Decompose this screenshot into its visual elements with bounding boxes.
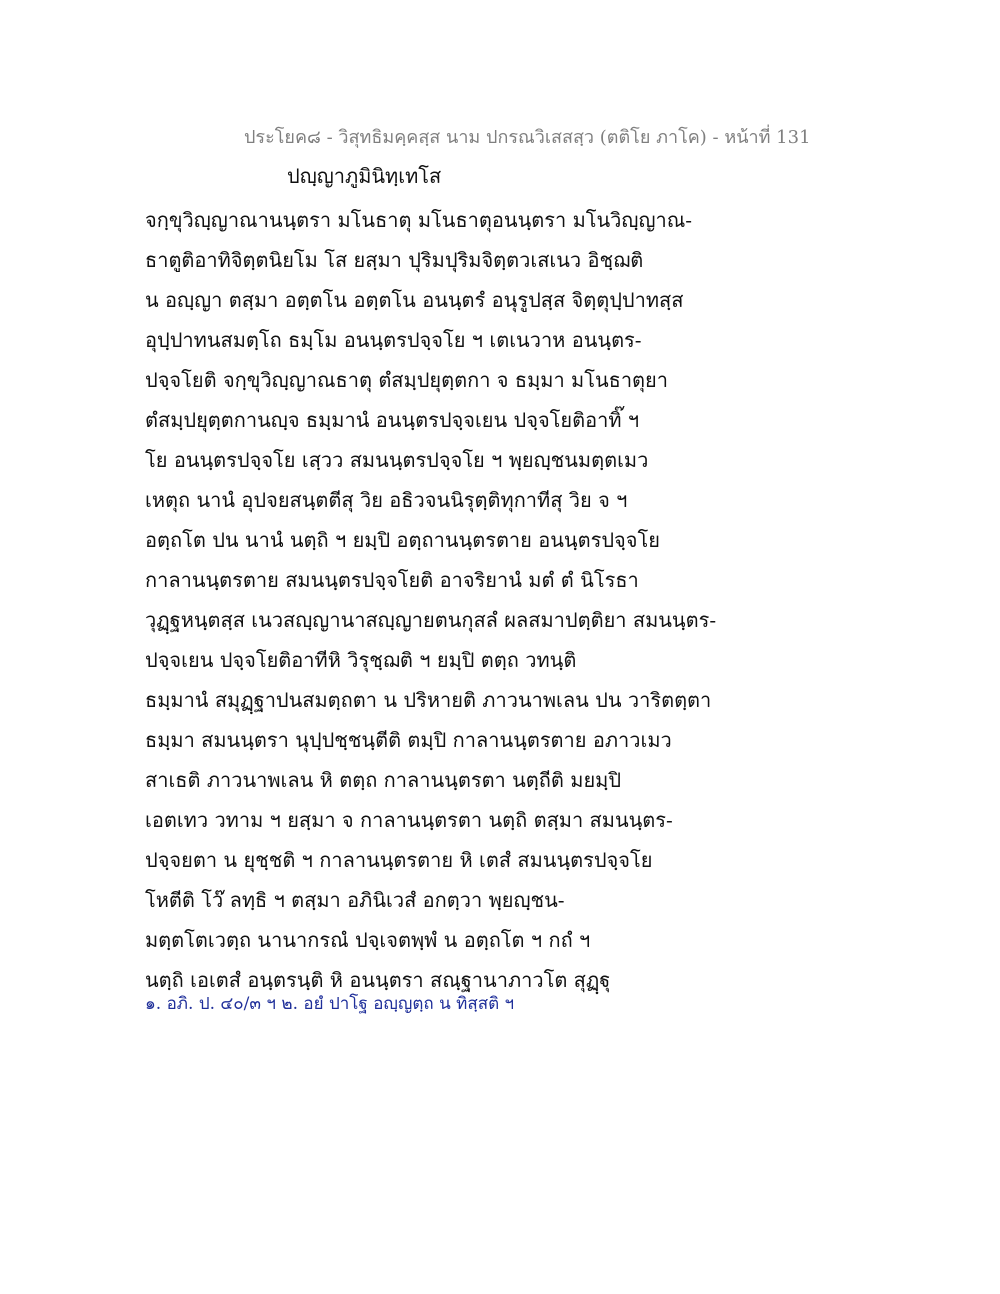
text-line: ปจฺจเยน ปจฺจโยติอาทีหิ วิรุชฺฌติ ฯ ยมฺปิ ตตฺถ วทนฺติ (145, 648, 577, 672)
text-line: โย อนนฺตรปจฺจโย เสฺวว สมนนฺตรปจฺจโย ฯ พฺยญฺชนมตฺตเมว (145, 448, 649, 472)
text-line: อตฺถโต ปน นานํ นตฺถิ ฯ ยมฺปิ อตฺถานนฺตรตาย อนนฺตรปจฺจโย (145, 528, 660, 552)
section-title: ปญฺญาภูมินิทฺเทโส (287, 164, 442, 188)
text-line: วุฏฺฐหนฺตสฺส เนวสญฺญานาสญฺญายตนกุสลํ ผลสมาปตฺติยา สมนนฺตร- (145, 608, 717, 632)
text-line: ปจฺจยตา น ยุชฺชติ ฯ กาลานนฺตรตาย หิ เตสํ สมนนฺตรปจฺจโย (145, 848, 653, 872)
text-line: ปจฺจโยติ จกฺขุวิญฺญาณธาตุ ตํสมฺปยุตฺตกา จ ธมฺมา มโนธาตุยา (145, 368, 668, 392)
text-line: น อญฺญา ตสฺมา อตฺตโน อตฺตโน อนนฺตรํ อนุรูปสฺส จิตฺตุปฺปาทสฺส (145, 288, 684, 312)
text-line: ธมฺมานํ สมุฏฺฐาปนสมตฺถตา น ปริหายติ ภาวนาพเลน ปน วาริตตฺตา (145, 688, 712, 712)
body-text (145, 200, 865, 1000)
text-line: โหตีติ โว๊ ลทฺธิ ฯ ตสฺมา อภินิเวสํ อกตฺวา พฺยญฺชน- (145, 888, 565, 912)
text-line: อุปฺปาทนสมตฺโถ ธมฺโม อนนฺตรปจฺจโย ฯ เตเนวาห อนนฺตร- (145, 328, 642, 352)
text-line: เอตเทว วทาม ฯ ยสฺมา จ กาลานนฺตรตา นตฺถิ ตสฺมา สมนนฺตร- (145, 808, 673, 832)
text-line: กาลานนฺตรตาย สมนนฺตรปจฺจโยติ อาจริยานํ มตํ ตํ นิโรธา (145, 568, 639, 592)
text-line: จกฺขุวิญฺญาณานนฺตรา มโนธาตุ มโนธาตุอนนฺตรา มโนวิญฺญาณ- (145, 208, 693, 232)
text-line: ธาตูติอาทิจิตฺตนิยโม โส ยสฺมา ปุริมปุริมจิตฺตวเสเนว อิชฺฌติ (145, 248, 644, 272)
page-header: ประโยค๘ - วิสุทธิมคฺคสฺส นาม ปกรณวิเสสสฺว (ตติโย ภาโค) - หน้าที่ 131 (244, 127, 811, 148)
text-line: มตฺตโตเวตฺถ นานากรณํ ปจฺเจตพฺพํ น อตฺถโต ฯ กถํ ฯ (145, 928, 591, 952)
text-line: เหตุถ นานํ อุปจยสนฺตตีสุ วิย อธิวจนนิรุตฺติทุกาทีสุ วิย จ ฯ (145, 488, 628, 512)
text-line: นตฺถิ เอเตสํ อนฺตรนฺติ หิ อนนฺตรา สณฺฐานาภาวโต สุฏฺฐุ (145, 968, 611, 992)
footnote: ๑. อภิ. ป. ๔๐/๓ ฯ ๒. อยํ ปาโฐ อญฺญตฺถ น ทิสฺสติ ฯ (145, 994, 515, 1014)
text-line: สาเธติ ภาวนาพเลน หิ ตตฺถ กาลานนฺตรตา นตฺถีติ มยมฺปิ (145, 768, 622, 792)
text-line: ตํสมฺปยุตฺตกานญฺจ ธมฺมานํ อนนฺตรปจฺจเยน ปจฺจโยติอาทิ๊ ฯ (145, 408, 640, 432)
text-line: ธมฺมา สมนนฺตรา นุปฺปชฺชนฺตีติ ตมฺปิ กาลานนฺตรตาย อภาวเมว (145, 728, 672, 752)
